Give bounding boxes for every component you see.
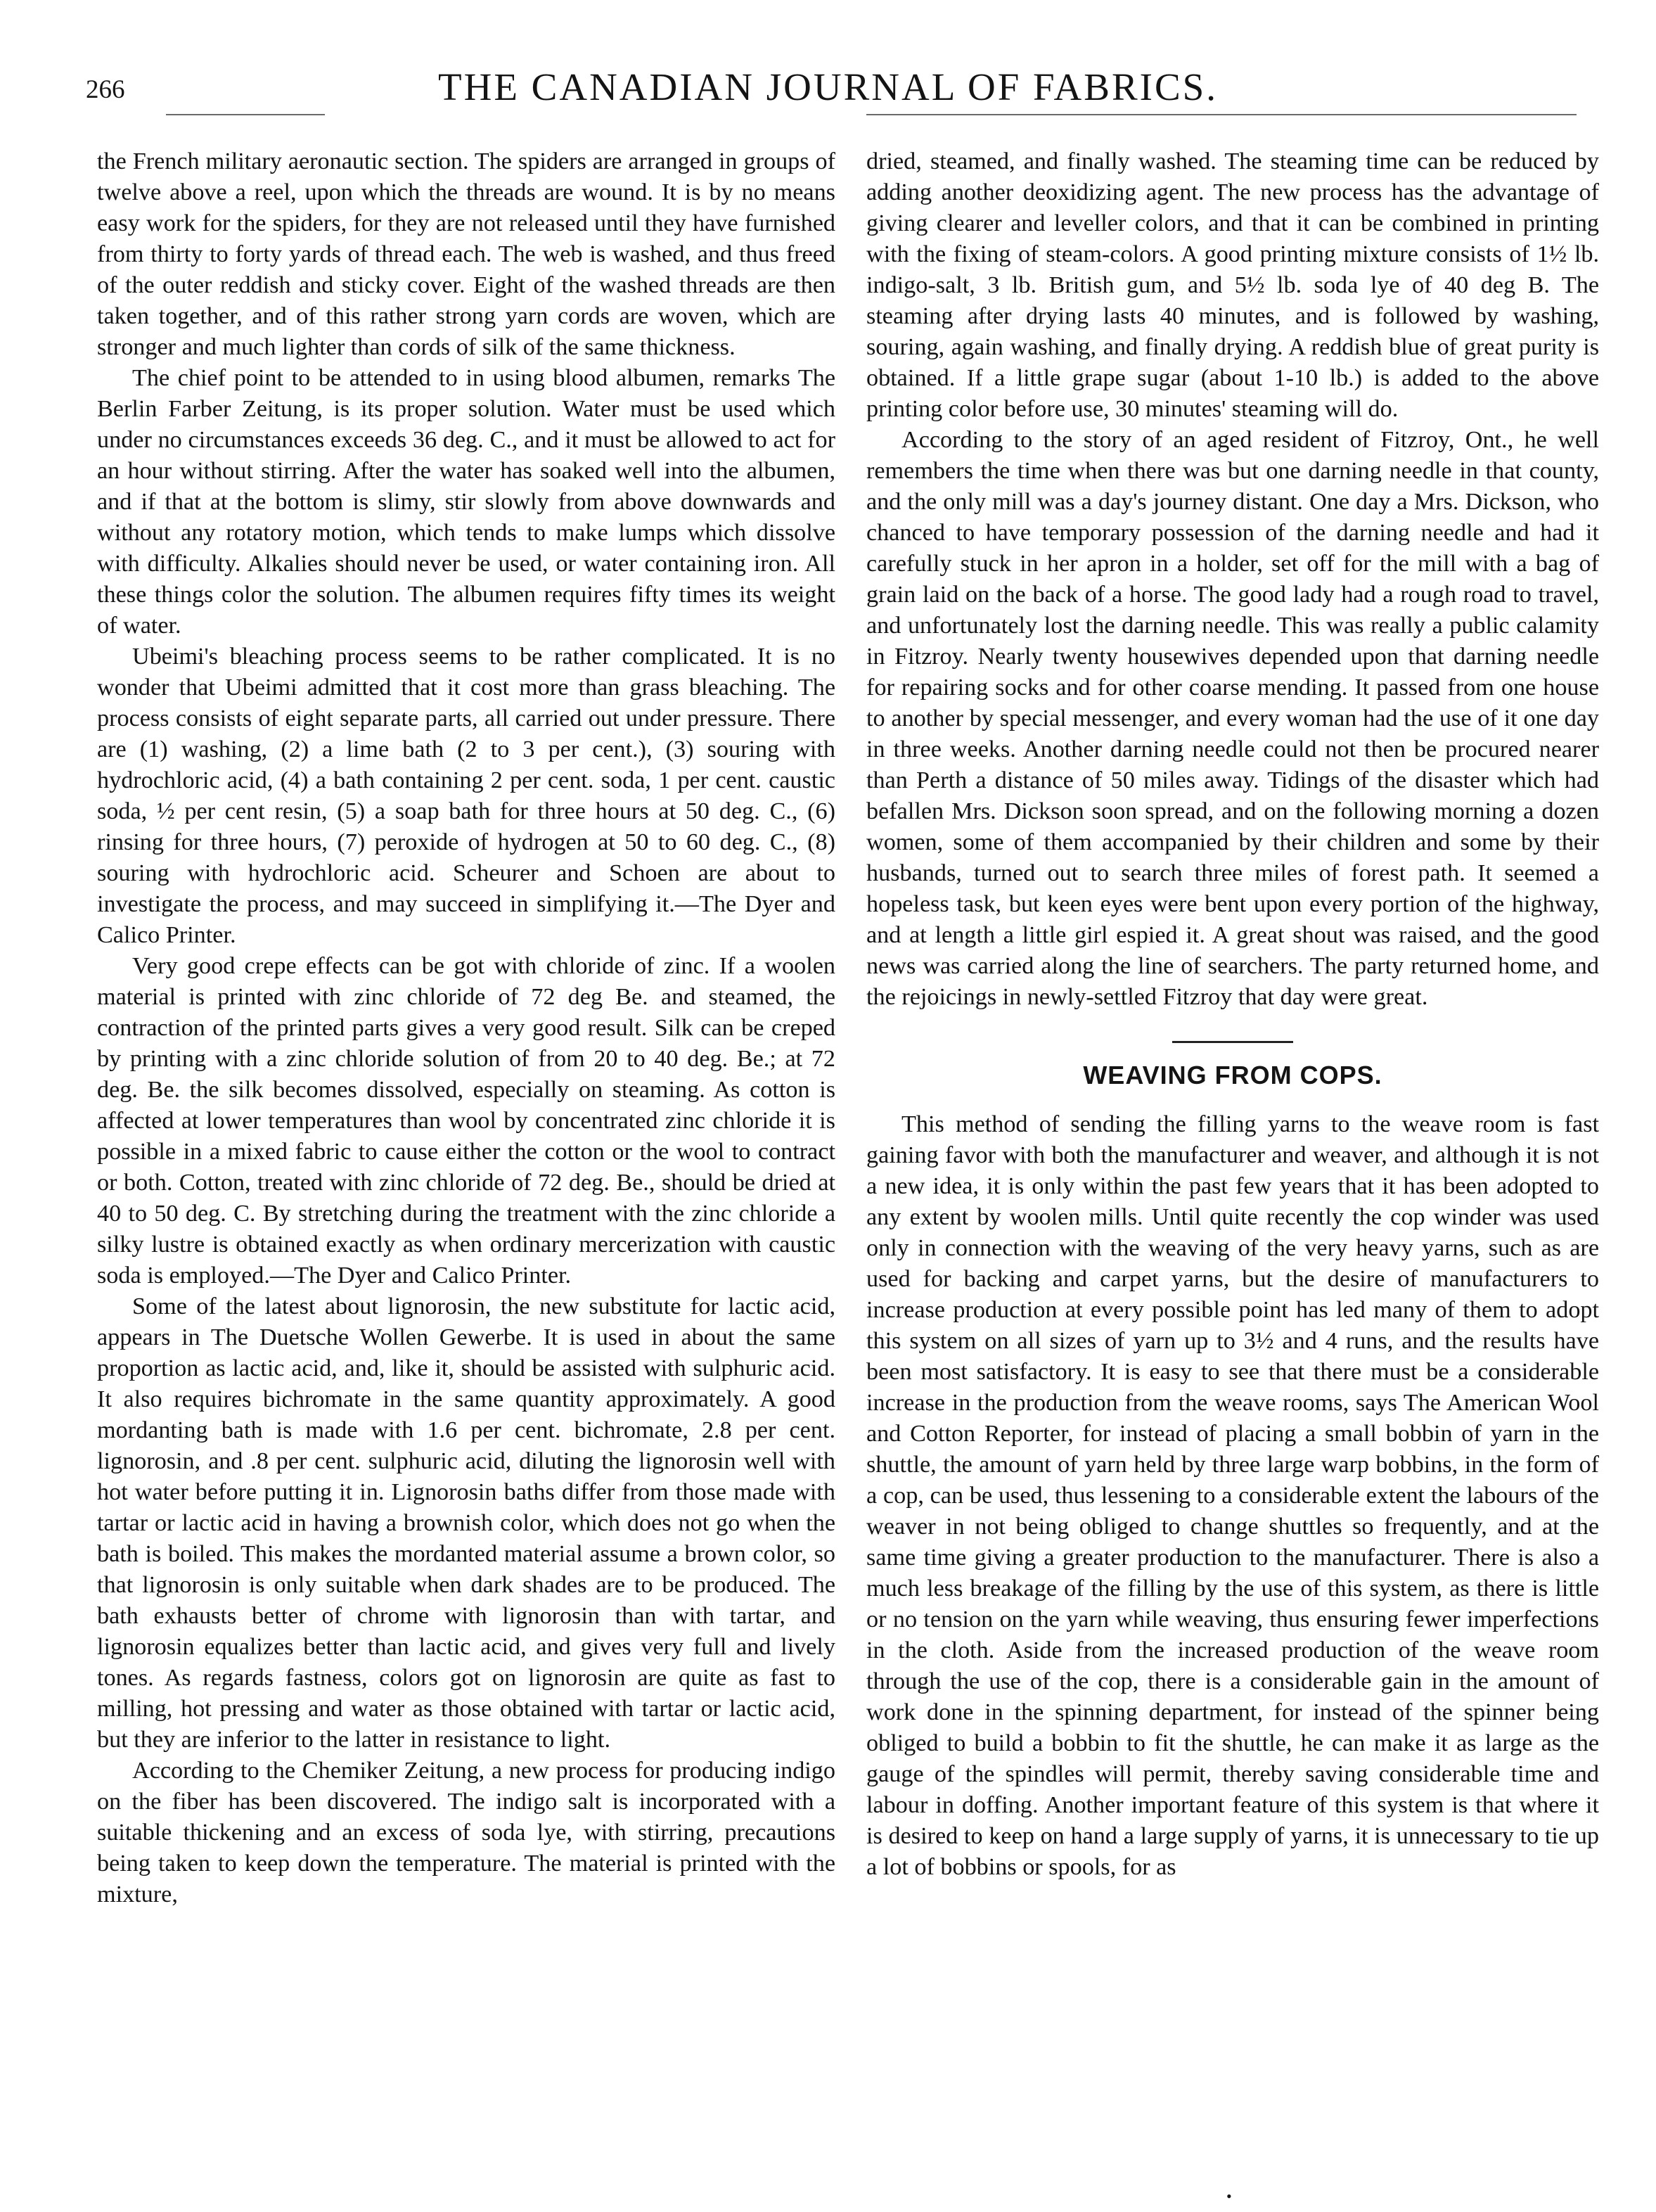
page-header bbox=[0, 63, 1656, 120]
header-rule-left bbox=[166, 114, 325, 115]
header-rule-right bbox=[866, 114, 1577, 115]
right-column bbox=[866, 146, 1599, 1883]
article-indigo-continued-paragraph: dried, steamed, and finally washed. The steaming time can be reduced by adding another deoxidizing agent. The new process has the advantage of giving clearer and leveller colors, and that it can be combined in printing with the fixing of steam-colors. A good printing mixture consists of 1½ lb. indigo-salt, 3 lb. British gum, and 5½ lb. soda lye of 40 deg B. The steaming after drying lasts 40 minutes, and is followed by washing, souring, again washing, and finally drying. A reddish blue of great purity is obtained. If a little grape sugar (about 1-10 lb.) is added to the above printing color before use, 30 minutes' steaming will do. bbox=[866, 148, 1599, 422]
article-blood-albumen-paragraph: The chief point to be attended to in using blood albumen, remarks The Berlin Farber Zeitung, is its proper solution. Water must be used which under no circumstances exceeds 36 deg. C., and it must be allowed to act for an hour without stirring. After the water has soaked well into the albumen, and if that at the bottom is slimy, stir slowly from above downwards and without any rotatory motion, which tends to make lumps which dissolve with difficulty. Alkalies should never be used, or water containing iron. All these things color the solution. The albumen requires fifty times its weight of water. bbox=[97, 365, 835, 639]
section-heading-weaving-from-cops: WEAVING FROM COPS. bbox=[1083, 1061, 1382, 1089]
left-column bbox=[97, 146, 835, 1910]
journal-title: THE CANADIAN JOURNAL OF FABRICS. bbox=[438, 65, 1218, 108]
section-divider bbox=[1172, 1041, 1293, 1043]
article-lignorosin-paragraph: Some of the latest about lignorosin, the new substitute for lactic acid, appears in The Duetsche Wollen Gewerbe. It is used in about the same proportion as lactic acid, and, like it, should be assisted with sulphuric acid. It also requires bichromate in the same quantity approximately. A good mordanting bath is made with 1.6 per cent. bichromate, 2.8 per cent. lignorosin, and .8 per cent. sulphuric acid, diluting the lignorosin well with hot water before putting it in. Lignorosin baths differ from those made with tartar or lactic acid in having a brownish color, which does not go when the bath is boiled. This makes the mordanted material assume a brown color, so that lignorosin is only suitable when dark shades are to be produced. The bath exhausts better of chrome with lignorosin than with tartar, and lignorosin equalizes better than lactic acid, and gives very full and lively tones. As regards fastness, colors got on lignorosin are quite as fast to milling, hot pressing and water as those obtained with tartar or lactic acid, but they are inferior to the latter in resistance to light. bbox=[97, 1293, 835, 1753]
article-crepe-effects-paragraph: Very good crepe effects can be got with chloride of zinc. If a woolen material is printed with zinc chloride of 72 deg Be. and steamed, the contraction of the printed parts gives a very good result. Silk can be creped by printing with a zinc chloride solution of from 20 to 40 deg. Be.; at 72 deg. Be. the silk becomes dissolved, especially on steaming. As cotton is affected at lower temperatures than wool by concentrated zinc chloride it is possible in a mixed fabric to cause either the cotton or the wool to contract or both. Cotton, treated with zinc chloride of 72 deg. Be., should be dried at 40 to 50 deg. C. By stretching during the treatment with the zinc chloride a silky lustre is obtained exactly as when ordinary mercerization with caustic soda is employed.—The Dyer and Calico Printer. bbox=[97, 953, 835, 1289]
page-number: 266 bbox=[86, 75, 125, 104]
article-indigo-process-paragraph: According to the Chemiker Zeitung, a new process for producing indigo on the fiber has been discovered. The indigo salt is incorporated with a suitable thickening and an excess of soda lye, with stirring, precautions being taken to keep down the temperature. The material is printed with the mixture, bbox=[97, 1758, 835, 1907]
page-bottom-mark: • bbox=[1226, 2187, 1232, 2205]
article-weaving-from-cops-paragraph: This method of sending the filling yarns to the weave room is fast gaining favor with both the manufacturer and weaver, and although it is not a new idea, it is only within the past few years that it has been adopted to any extent by woolen mills. Until quite recently the cop winder was used only in connection with the weaving of the very heavy yarns, such as are used for backing and carpet yarns, but the desire of manufacturers to increase production at every possible point has led many of them to adopt this system on all sizes of yarn up to 3½ and 4 runs, and the results have been most satisfactory. It is easy to see that there must be a considerable increase in the production from the weave rooms, says The American Wool and Cotton Reporter, for instead of placing a small bobbin of yarn in the shuttle, the amount of yarn held by three large warp bobbins, in the form of a cop, can be used, thus lessening to a considerable extent the labours of the weaver in not being obliged to change shuttles so frequently, and at the same time giving a greater production to the manufacturer. There is also a much less breakage of the filling by the use of this system, as there is little or no tension on the yarn while weaving, thus ensuring fewer imperfections in the cloth. Aside from the increased production of the weave room through the use of the cop, there is a considerable gain in the amount of work done in the spinning department, for instead of the spinner being obliged to build a bobbin to fit the shuttle, he can make it as large as the gauge of the spindles will permit, thereby saving considerable time and labour in doffing. Another important feature of this system is that where it is desired to keep on hand a large supply of yarns, it is unnecessary to tie up a lot of bobbins or spools, for as bbox=[866, 1111, 1599, 1880]
article-spider-silk-paragraph: the French military aeronautic section. The spiders are arranged in groups of twelve above a reel, upon which the threads are wound. It is by no means easy work for the spiders, for they are not released until they have furnished from thirty to forty yards of thread each. The web is washed, and thus freed of the outer reddish and sticky cover. Eight of the washed threads are then taken together, and of this rather strong yarn cords are woven, which are stronger and much lighter than cords of silk of the same thickness. bbox=[97, 148, 835, 360]
article-darning-needle-paragraph: According to the story of an aged resident of Fitzroy, Ont., he well remembers the time when there was but one darning needle in that county, and the only mill was a day's journey distant. One day a Mrs. Dickson, who chanced to have temporary possession of the darning needle and had it carefully stuck in her apron in a holder, set off for the mill with a bag of grain laid on the back of a horse. The good lady had a rough road to travel, and unfortunately lost the darning needle. This was really a public calamity in Fitzroy. Nearly twenty housewives depended upon that darning needle for repairing socks and for other coarse mending. It passed from one house to another by special messenger, and every woman had the use of it one day in three weeks. Another darning needle could not then be procured nearer than Perth a distance of 50 miles away. Tidings of the disaster which had befallen Mrs. Dickson soon spread, and on the following morning a dozen women, some of them accompanied by their children and some by their husbands, turned out to search three miles of forest path. It seemed a hopeless task, but keen eyes were bent upon every portion of the highway, and at length a little girl espied it. A great shout was raised, and the good news was carried along the line of searchers. The party returned home, and the rejoicings in newly-settled Fitzroy that day were great. bbox=[866, 427, 1599, 1010]
article-bleaching-process-paragraph: Ubeimi's bleaching process seems to be rather complicated. It is no wonder that Ubeimi admitted that it cost more than grass bleaching. The process consists of eight separate parts, all carried out under pressure. There are (1) washing, (2) a lime bath (2 to 3 per cent.), (3) souring with hydrochloric acid, (4) a bath containing 2 per cent. soda, 1 per cent. caustic soda, ½ per cent resin, (5) a soap bath for three hours at 50 deg. C., (6) rinsing for three hours, (7) peroxide of hydrogen at 50 to 60 deg. C., (8) souring with hydrochloric acid. Scheurer and Schoen are about to investigate the process, and may succeed in simplifying it.—The Dyer and Calico Printer. bbox=[97, 644, 835, 948]
